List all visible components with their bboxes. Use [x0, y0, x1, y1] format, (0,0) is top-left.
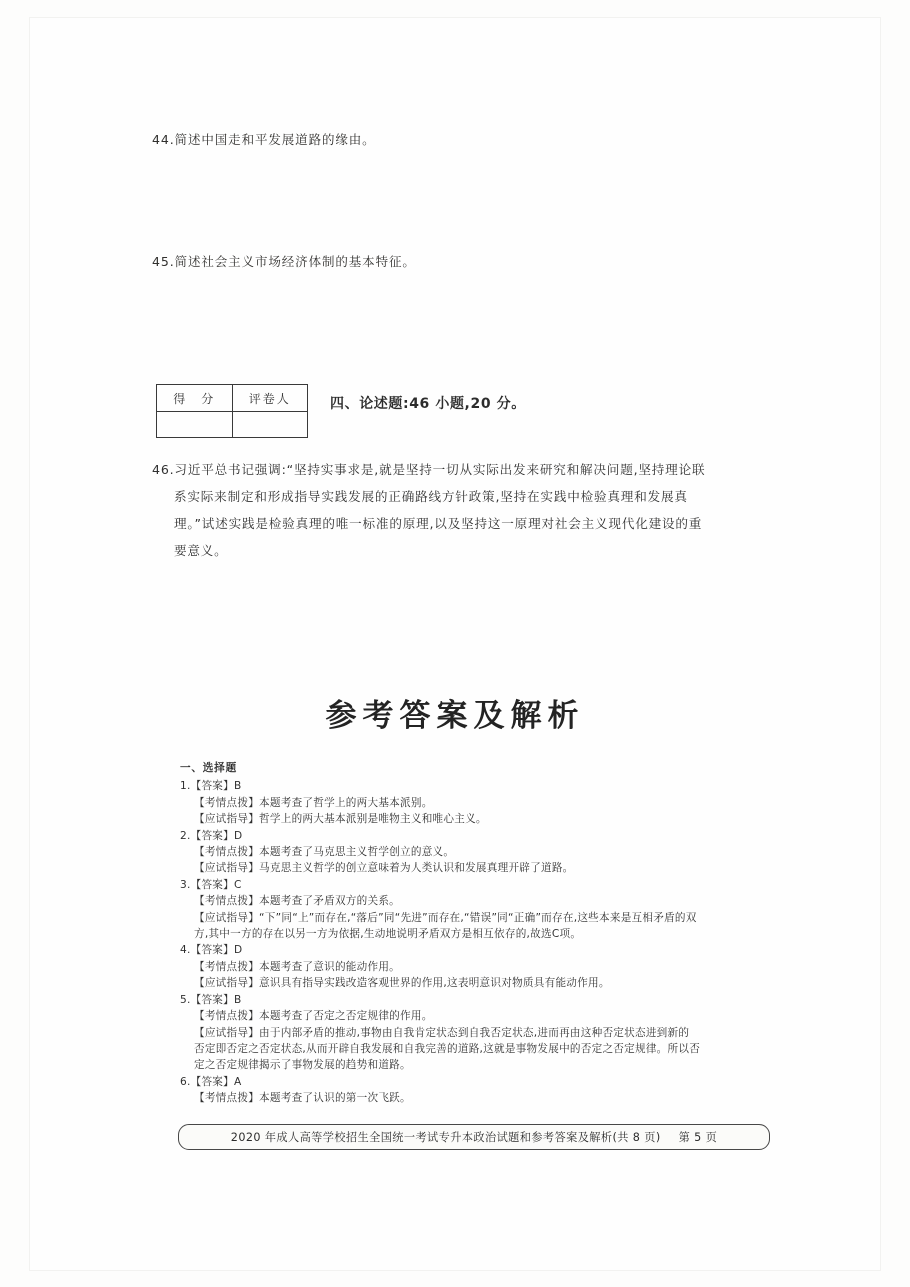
- answer-line: 否定即否定之否定状态,从而开辟自我发展和自我完善的道路,这就是事物发展中的否定之否定规律。所以否: [194, 1042, 701, 1055]
- question-46-line-3: 理。”试述实践是检验真理的唯一标准的原理,以及坚持这一原理对社会主义现代化建设的重: [174, 516, 703, 531]
- answer-line: 5.【答案】B: [180, 993, 242, 1006]
- answer-line: 2.【答案】D: [180, 829, 243, 842]
- answer-line: 6.【答案】A: [180, 1075, 242, 1088]
- score-value: [157, 412, 233, 437]
- answer-line: 【考情点拨】本题考查了认识的第一次飞跃。: [194, 1092, 411, 1105]
- answer-line: 1.【答案】B: [180, 780, 242, 793]
- answer-line: 【应试指导】哲学上的两大基本派别是唯物主义和唯心主义。: [194, 813, 487, 826]
- answer-line: 【应试指导】马克思主义哲学的创立意味着为人类认识和发展真理开辟了道路。: [194, 862, 574, 875]
- answer-line: 4.【答案】D: [180, 944, 243, 957]
- answer-line: 定之否定规律揭示了事物发展的趋势和道路。: [194, 1059, 411, 1072]
- score-label: 得 分: [157, 385, 233, 411]
- answers-list: [180, 778, 800, 1106]
- answers-title: 参考答案及解析: [325, 698, 585, 734]
- answer-line: 【考情点拨】本题考查了矛盾双方的关系。: [194, 895, 401, 908]
- question-46-line-2: 系实际来制定和形成指导实践发展的正确路线方针政策,坚持在实践中检验真理和发展真: [174, 489, 688, 504]
- question-46: [152, 456, 792, 564]
- footer-page-number: 第 5 页: [678, 1131, 718, 1144]
- grader-label: 评卷人: [248, 391, 291, 406]
- answer-line: 【考情点拨】本题考查了意识的能动作用。: [194, 960, 401, 973]
- question-45: 45.简述社会主义市场经济体制的基本特征。: [152, 254, 416, 269]
- answer-line: 【应试指导】“下”同“上”而存在,“落后”同“先进”而存在,“错误”同“正确”而存在,这些本来是互相矛盾的双: [194, 911, 697, 924]
- grader-value: [233, 412, 308, 437]
- question-46-line-1: 46.习近平总书记强调:“坚持实事求是,就是坚持一切从实际出发来研究和解决问题,坚持理论联: [152, 462, 706, 477]
- answers-section-heading: 一、选择题: [180, 762, 237, 774]
- answer-line: 方,其中一方的存在以另一方为依据,生动地说明矛盾双方是相互依存的,故选C项。: [194, 928, 582, 941]
- answer-line: 【考情点拨】本题考查了否定之否定规律的作用。: [194, 1010, 433, 1023]
- score-box-header-row: [157, 385, 307, 412]
- answer-line: 【考情点拨】本题考查了哲学上的两大基本派别。: [194, 796, 433, 809]
- question-44: 44.简述中国走和平发展道路的缘由。: [152, 132, 376, 147]
- answer-line: 【应试指导】由于内部矛盾的推动,事物由自我肯定状态到自我否定状态,进而再由这种否定状态进到新的: [194, 1026, 690, 1039]
- question-46-line-4: 要意义。: [174, 543, 228, 558]
- footer-text: 2020 年成人高等学校招生全国统一考试专升本政治试题和参考答案及解析(共 8 页): [230, 1131, 661, 1144]
- score-box: [156, 384, 308, 438]
- scanned-sheet: [30, 18, 880, 1270]
- page-footer: [178, 1124, 770, 1150]
- answer-line: 3.【答案】C: [180, 878, 242, 891]
- score-box-value-row: [157, 412, 307, 437]
- answer-line: 【应试指导】意识具有指导实践改造客观世界的作用,这表明意识对物质具有能动作用。: [194, 977, 610, 990]
- section-title: 四、论述题:46 小题,20 分。: [330, 396, 526, 412]
- answer-line: 【考情点拨】本题考查了马克思主义哲学创立的意义。: [194, 846, 455, 859]
- answers-body: [180, 760, 800, 1107]
